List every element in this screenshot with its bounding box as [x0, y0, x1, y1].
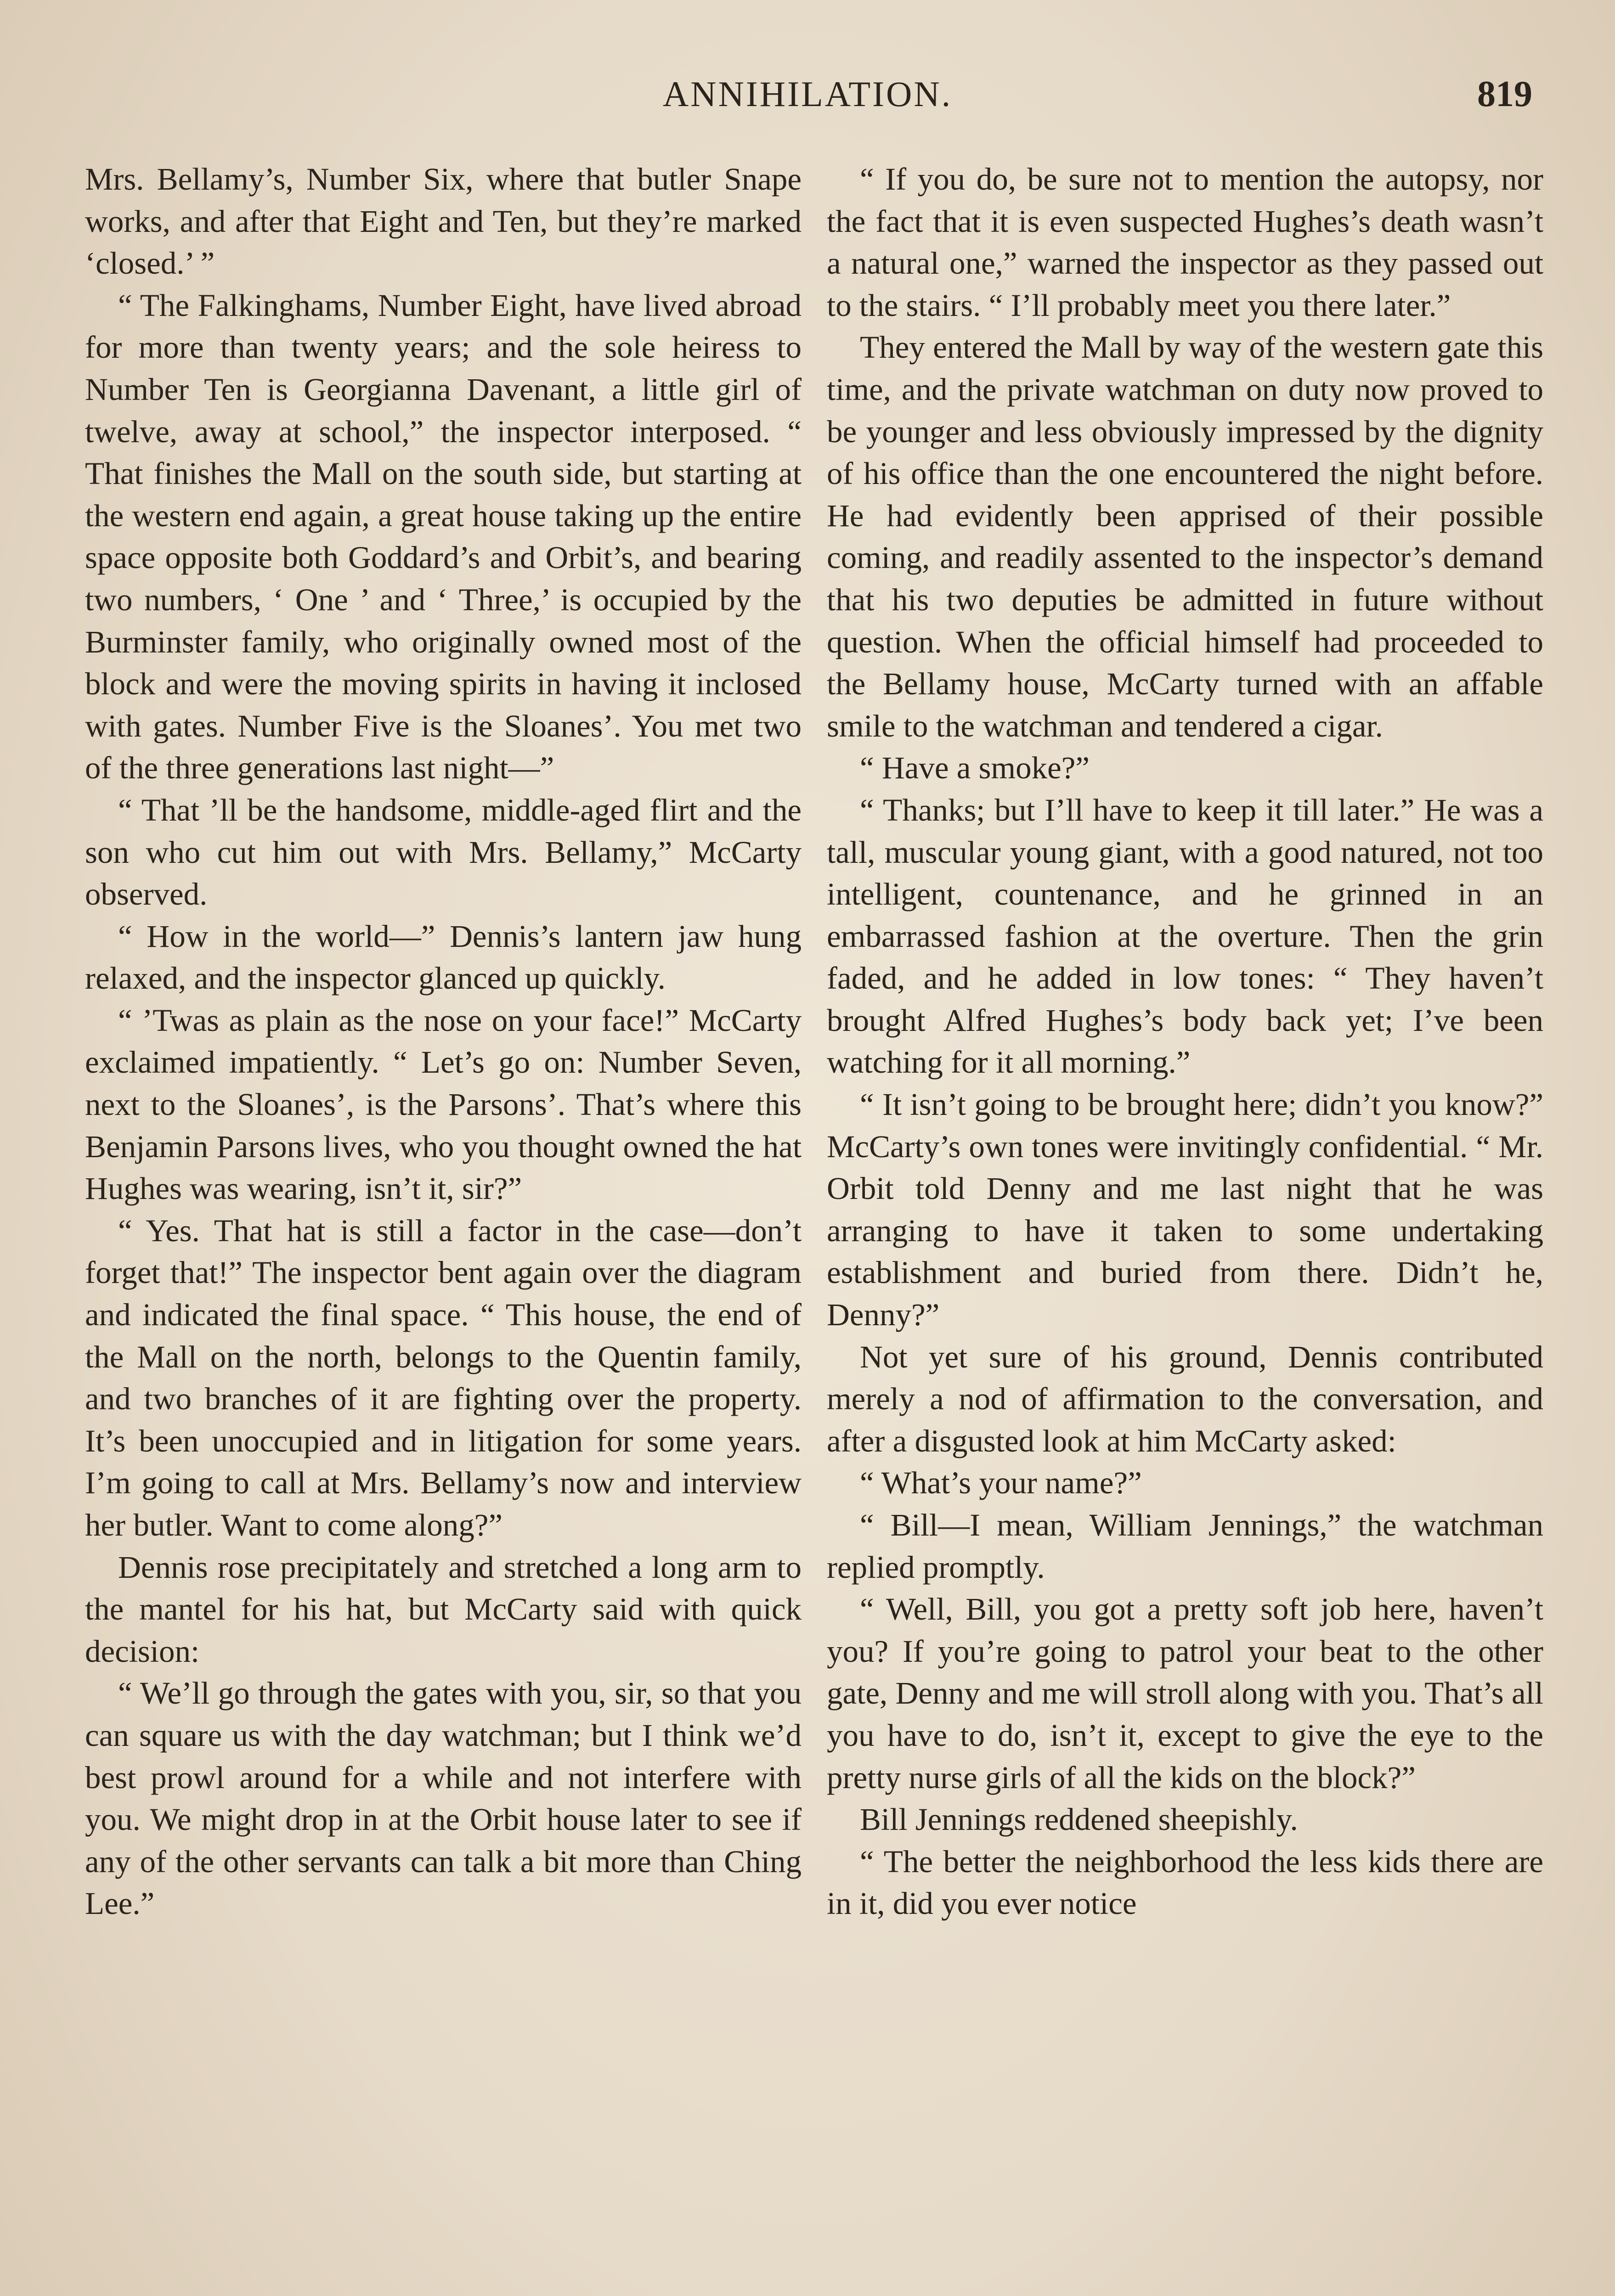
- paragraph: “ The better the neighborhood the less kids there are in it, did you ever notice: [827, 1844, 1543, 1921]
- paragraph: Dennis rose precipitately and stretched a long arm to the mantel for his hat, but McCarty said with quick decision:: [85, 1549, 802, 1669]
- paragraph: Mrs. Bellamy’s, Number Six, where that butler Snape works, and after that Eight and Ten, but they’re marked ‘closed.’ ”: [85, 162, 802, 281]
- paragraph: “ If you do, be sure not to mention the autopsy, nor the fact that it is even suspected Hughes’s death wasn’t a natural one,” warned the inspector as they passed out to the stairs. “ I’ll probably meet you there later.”: [827, 162, 1543, 323]
- right-column: [827, 158, 1543, 1925]
- paragraph: “ ’Twas as plain as the nose on your face!” McCarty exclaimed impatiently. “ Let’s go on: Number Seven, next to the Sloanes’, is the Parsons’. That’s where this Benjamin Parsons lives, who you thought owned the hat Hughes was wearing, isn’t it, sir?”: [85, 1002, 802, 1206]
- paragraph: Bill Jennings reddened sheepishly.: [860, 1802, 1298, 1837]
- page-header: [83, 73, 1532, 129]
- paragraph: “ It isn’t going to be brought here; didn’t you know?” McCarty’s own tones were invitingly confidential. “ Mr. Orbit told Denny and me last night that he was arranging to have it taken to some undertaking establishment and buried from there. Didn’t he, Denny?”: [827, 1087, 1543, 1333]
- paragraph: “ What’s your name?”: [860, 1465, 1142, 1501]
- paragraph: “ Have a smoke?”: [860, 750, 1090, 786]
- paragraph: They entered the Mall by way of the western gate this time, and the private watchman on duty now proved to be younger and less obviously impressed by the dignity of his office than the one encountered the night before. He had evidently been apprised of their possible coming, and readily assented to the inspector’s demand that his two deputies be admitted in future without question. When the official himself had proceeded to the Bellamy house, McCarty turned with an affable smile to the watchman and tendered a cigar.: [827, 330, 1543, 743]
- paragraph: “ That ’ll be the handsome, middle-aged flirt and the son who cut him out with Mrs. Bellamy,” McCarty observed.: [85, 792, 802, 912]
- left-column: [85, 158, 802, 1925]
- paragraph: “ How in the world—” Dennis’s lantern jaw hung relaxed, and the inspector glanced up quickly.: [85, 918, 802, 996]
- running-title: ANNIHILATION.: [662, 74, 953, 114]
- paragraph: “ Yes. That hat is still a factor in the case—don’t forget that!” The inspector bent again over the diagram and indicated the final space. “ This house, the end of the Mall on the north, belongs to the Quentin family, and two branches of it are fighting over the property. It’s been unoccupied and in litigation for some years. I’m going to call at Mrs. Bellamy’s now and interview her butler. Want to come along?”: [85, 1213, 802, 1542]
- paragraph: “ Well, Bill, you got a pretty soft job here, haven’t you? If you’re going to patrol your beat to the other gate, Denny and me will stroll along with you. That’s all you have to do, isn’t it, except to give the eye to the pretty nurse girls of all the kids on the block?”: [827, 1592, 1543, 1795]
- paragraph: Not yet sure of his ground, Dennis contributed merely a nod of affirmation to the conversation, and after a disgusted look at him McCarty asked:: [827, 1339, 1543, 1458]
- paragraph: “ We’ll go through the gates with you, sir, so that you can square us with the day watchman; but I think we’d best prowl around for a while and not interfere with you. We might drop in at the Orbit house later to see if any of the other servants can talk a bit more than Ching Lee.”: [85, 1676, 802, 1921]
- page-number: 819: [1477, 74, 1532, 114]
- paragraph: “ Bill—I mean, William Jennings,” the watchman replied promptly.: [827, 1508, 1543, 1585]
- paragraph: “ Thanks; but I’ll have to keep it till later.” He was a tall, muscular young giant, with a good natured, not too intelligent, countenance, and he grinned in an embarrassed fashion at the overture. Then the grin faded, and he added in low tones: “ They haven’t brought Alfred Hughes’s body back yet; I’ve been watching for it all morning.”: [827, 792, 1543, 1080]
- paragraph: “ The Falkinghams, Number Eight, have lived abroad for more than twenty years; and the sole heiress to Number Ten is Georgianna Davenant, a little girl of twelve, away at school,” the inspector interposed. “ That finishes the Mall on the south side, but starting at the western end again, a great house taking up the entire space opposite both Goddard’s and Orbit’s, and bearing two numbers, ‘ One ’ and ‘ Three,’ is occupied by the Burminster family, who originally owned most of the block and were the moving spirits in having it inclosed with gates. Number Five is the Sloanes’. You met two of the three generations last night—”: [85, 287, 802, 786]
